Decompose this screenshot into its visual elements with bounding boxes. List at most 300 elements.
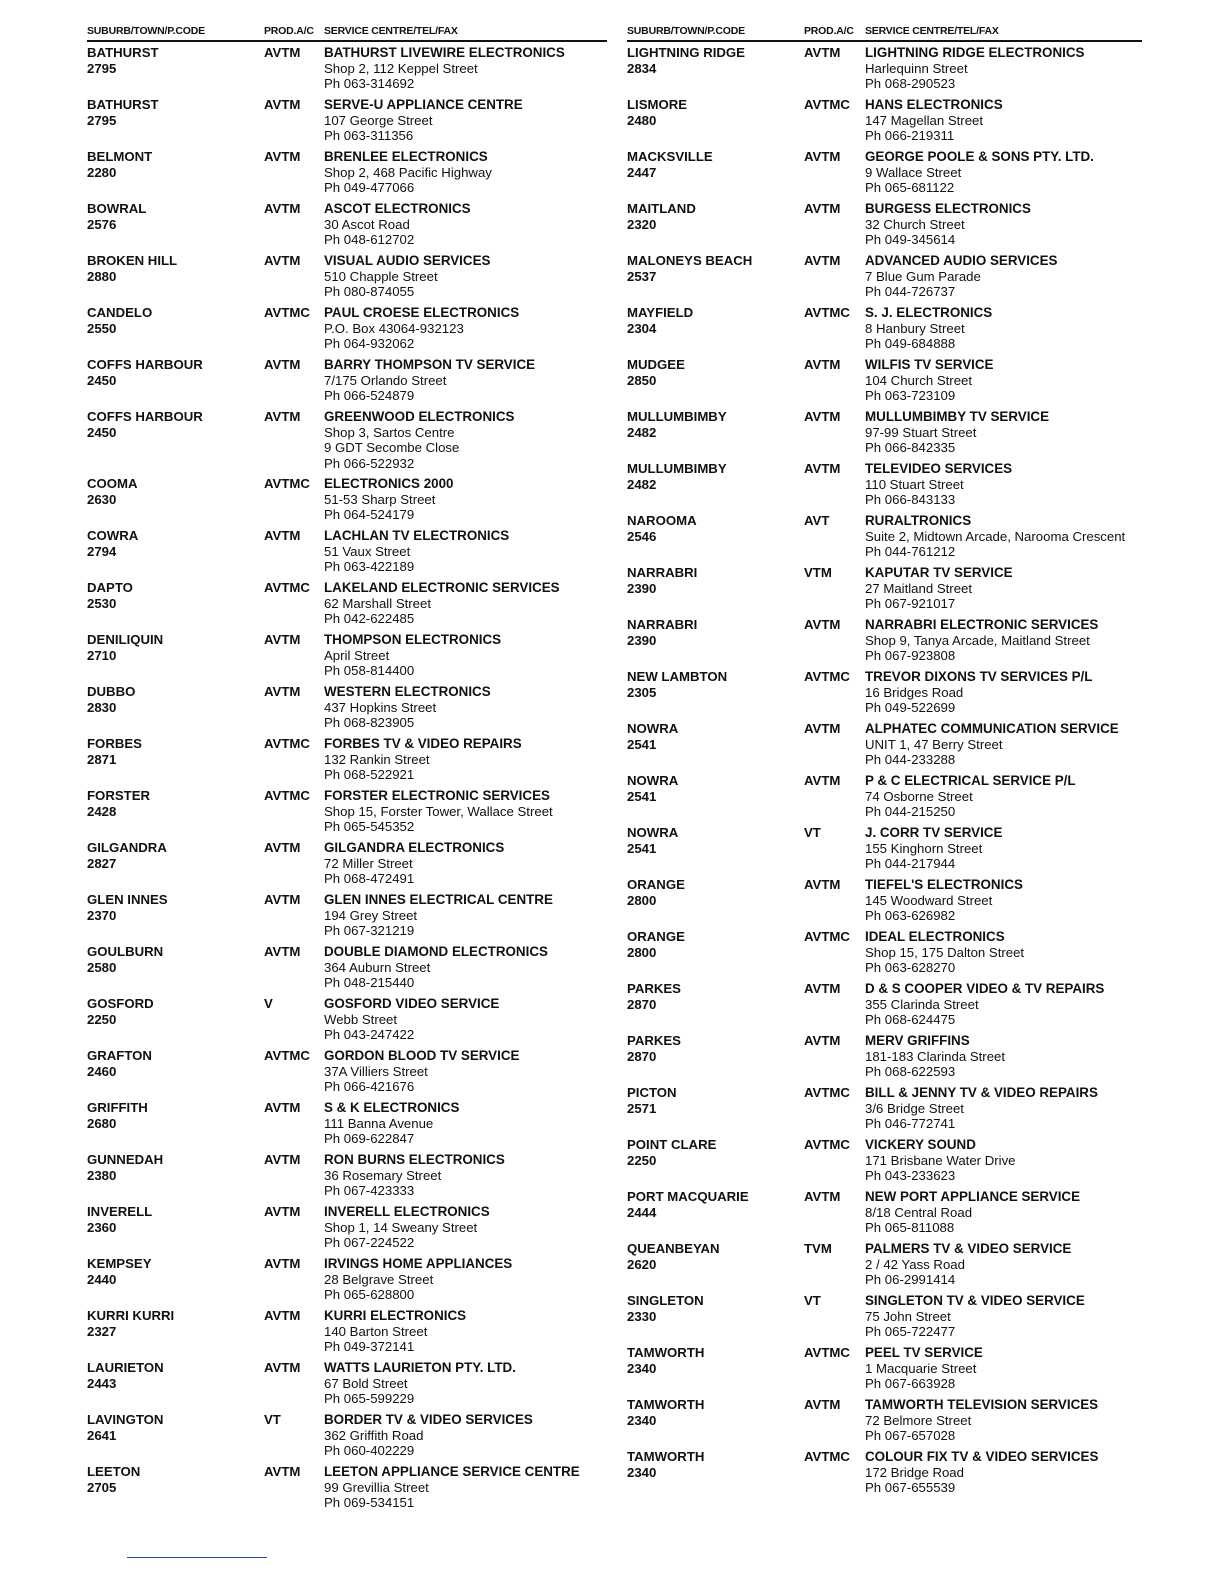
product-code: AVTM bbox=[804, 981, 841, 996]
phone-number: Ph 065-545352 bbox=[324, 819, 415, 835]
product-code: AVTMC bbox=[804, 1137, 850, 1152]
service-centre-name: BURGESS ELECTRONICS bbox=[865, 201, 1031, 216]
service-centre-name: LAKELAND ELECTRONIC SERVICES bbox=[324, 580, 560, 595]
address-line: 140 Barton Street bbox=[324, 1323, 428, 1339]
service-centre-cell bbox=[865, 201, 1142, 253]
service-centre-cell bbox=[865, 565, 1142, 617]
product-code: AVTM bbox=[264, 149, 301, 164]
service-centre-cell bbox=[865, 1345, 1142, 1397]
product-code: AVTMC bbox=[804, 1449, 850, 1464]
service-centre-name: TREVOR DIXONS TV SERVICES P/L bbox=[865, 669, 1093, 684]
phone-number: Ph 049-345614 bbox=[865, 232, 956, 248]
suburb-name: NARRABRI bbox=[627, 565, 698, 580]
left-entries bbox=[87, 42, 607, 1516]
service-centre-cell bbox=[324, 357, 607, 409]
service-centre-name: ASCOT ELECTRONICS bbox=[324, 201, 471, 216]
service-centre-name: GORDON BLOOD TV SERVICE bbox=[324, 1048, 520, 1063]
postcode: 2834 bbox=[627, 60, 657, 76]
directory-entry bbox=[627, 825, 1142, 877]
suburb-cell bbox=[627, 825, 804, 877]
suburb-cell bbox=[87, 1100, 264, 1152]
suburb-cell bbox=[87, 1256, 264, 1308]
suburb-cell bbox=[627, 305, 804, 357]
product-code: AVTMC bbox=[264, 476, 310, 491]
product-code: AVTMC bbox=[264, 788, 310, 803]
directory-entry bbox=[627, 461, 1142, 513]
service-centre-cell bbox=[865, 877, 1142, 929]
directory-entry bbox=[87, 892, 607, 944]
postcode: 2795 bbox=[87, 112, 117, 128]
product-code: AVT bbox=[804, 513, 830, 528]
service-centre-cell bbox=[324, 1464, 607, 1516]
address-line: 99 Grevillia Street bbox=[324, 1479, 429, 1495]
suburb-cell bbox=[87, 1204, 264, 1256]
address-line: 97-99 Stuart Street bbox=[865, 424, 977, 440]
address-line: 145 Woodward Street bbox=[865, 892, 993, 908]
postcode: 2871 bbox=[87, 751, 117, 767]
product-code: AVTMC bbox=[264, 580, 310, 595]
directory-entry bbox=[627, 721, 1142, 773]
phone-number: Ph 066-843133 bbox=[865, 492, 956, 508]
address-line: 437 Hopkins Street bbox=[324, 699, 437, 715]
service-centre-name: MULLUMBIMBY TV SERVICE bbox=[865, 409, 1050, 424]
directory-entry bbox=[87, 1256, 607, 1308]
header-service: SERVICE CENTRE/TEL/FAX bbox=[865, 25, 999, 37]
service-centre-name: THOMPSON ELECTRONICS bbox=[324, 632, 502, 647]
product-code: AVTM bbox=[264, 97, 301, 112]
directory-entry bbox=[627, 201, 1142, 253]
product-code: AVTM bbox=[264, 45, 301, 60]
suburb-cell bbox=[87, 632, 264, 684]
service-centre-cell bbox=[324, 409, 607, 476]
postcode: 2250 bbox=[87, 1011, 117, 1027]
suburb-name: GUNNEDAH bbox=[87, 1152, 164, 1167]
phone-number: Ph 068-624475 bbox=[865, 1012, 956, 1028]
address-line: Shop 2, 468 Pacific Highway bbox=[324, 164, 492, 180]
suburb-cell bbox=[627, 1189, 804, 1241]
service-centre-cell bbox=[324, 684, 607, 736]
suburb-name: POINT CLARE bbox=[627, 1137, 717, 1152]
suburb-name: LISMORE bbox=[627, 97, 688, 112]
service-centre-name: GLEN INNES ELECTRICAL CENTRE bbox=[324, 892, 553, 907]
phone-number: Ph 067-657028 bbox=[865, 1428, 956, 1444]
suburb-name: MAITLAND bbox=[627, 201, 696, 216]
phone-number: Ph 046-772741 bbox=[865, 1116, 956, 1132]
service-centre-name: IDEAL ELECTRONICS bbox=[865, 929, 1005, 944]
directory-entry bbox=[627, 513, 1142, 565]
phone-number: Ph 080-874055 bbox=[324, 284, 415, 300]
phone-number: Ph 069-534151 bbox=[324, 1495, 415, 1511]
address-line: 181-183 Clarinda Street bbox=[865, 1048, 1006, 1064]
directory-entry bbox=[627, 1345, 1142, 1397]
service-centre-cell bbox=[324, 201, 607, 253]
phone-number: Ph 063-723109 bbox=[865, 388, 956, 404]
product-code: AVTM bbox=[804, 1189, 841, 1204]
suburb-name: ORANGE bbox=[627, 929, 685, 944]
suburb-name: GLEN INNES bbox=[87, 892, 168, 907]
phone-number: Ph 043-233623 bbox=[865, 1168, 956, 1184]
suburb-name: TAMWORTH bbox=[627, 1397, 705, 1412]
address-line: UNIT 1, 47 Berry Street bbox=[865, 736, 1003, 752]
address-line: 111 Banna Avenue bbox=[324, 1115, 434, 1131]
service-centre-cell bbox=[324, 1412, 607, 1464]
service-centre-cell bbox=[324, 1100, 607, 1152]
suburb-cell bbox=[87, 736, 264, 788]
service-centre-name: BARRY THOMPSON TV SERVICE bbox=[324, 357, 536, 372]
phone-number: Ph 049-477066 bbox=[324, 180, 415, 196]
suburb-name: INVERELL bbox=[87, 1204, 153, 1219]
service-centre-name: KURRI ELECTRONICS bbox=[324, 1308, 467, 1323]
suburb-name: TAMWORTH bbox=[627, 1449, 705, 1464]
directory-entry bbox=[87, 409, 607, 476]
service-centre-name: GEORGE POOLE & SONS PTY. LTD. bbox=[865, 149, 1094, 164]
suburb-cell bbox=[627, 253, 804, 305]
address-line: Harlequinn Street bbox=[865, 60, 968, 76]
suburb-cell bbox=[87, 840, 264, 892]
directory-entry bbox=[87, 1204, 607, 1256]
postcode: 2304 bbox=[627, 320, 657, 336]
column-header bbox=[627, 24, 1142, 42]
directory-entry bbox=[627, 253, 1142, 305]
suburb-name: NOWRA bbox=[627, 773, 679, 788]
phone-number: Ph 067-655539 bbox=[865, 1480, 956, 1496]
service-centre-cell bbox=[324, 840, 607, 892]
address-line: 172 Bridge Road bbox=[865, 1464, 964, 1480]
product-code: AVTM bbox=[804, 1033, 841, 1048]
suburb-cell bbox=[87, 580, 264, 632]
service-centre-name: FORBES TV & VIDEO REPAIRS bbox=[324, 736, 522, 751]
postcode: 2541 bbox=[627, 788, 657, 804]
product-code: AVTMC bbox=[804, 1345, 850, 1360]
phone-number: Ph 064-524179 bbox=[324, 507, 415, 523]
service-centre-name: J. CORR TV SERVICE bbox=[865, 825, 1003, 840]
postcode: 2795 bbox=[87, 60, 117, 76]
postcode: 2390 bbox=[627, 632, 657, 648]
phone-number: Ph 067-923808 bbox=[865, 648, 956, 664]
directory-entry bbox=[87, 996, 607, 1048]
service-centre-cell bbox=[324, 996, 607, 1048]
service-centre-name: BRENLEE ELECTRONICS bbox=[324, 149, 488, 164]
phone-number: Ph 044-726737 bbox=[865, 284, 956, 300]
address-line: 72 Miller Street bbox=[324, 855, 413, 871]
product-code: AVTMC bbox=[264, 305, 310, 320]
directory-entry bbox=[87, 201, 607, 253]
postcode: 2450 bbox=[87, 372, 117, 388]
suburb-name: DENILIQUIN bbox=[87, 632, 164, 647]
postcode: 2641 bbox=[87, 1427, 117, 1443]
suburb-cell bbox=[627, 201, 804, 253]
suburb-cell bbox=[87, 1308, 264, 1360]
directory-entry bbox=[87, 97, 607, 149]
service-centre-cell bbox=[324, 253, 607, 305]
service-centre-cell bbox=[865, 45, 1142, 97]
directory-entry bbox=[627, 773, 1142, 825]
phone-number: Ph 058-814400 bbox=[324, 663, 415, 679]
header-prod: PROD.A/C bbox=[804, 25, 854, 37]
product-code: AVTM bbox=[804, 201, 841, 216]
suburb-name: COFFS HARBOUR bbox=[87, 357, 203, 372]
suburb-cell bbox=[87, 944, 264, 996]
address-line: 147 Magellan Street bbox=[865, 112, 984, 128]
product-code: AVTMC bbox=[264, 736, 310, 751]
service-centre-name: COLOUR FIX TV & VIDEO SERVICES bbox=[865, 1449, 1099, 1464]
service-centre-cell bbox=[865, 617, 1142, 669]
service-centre-name: HANS ELECTRONICS bbox=[865, 97, 1003, 112]
directory-entry bbox=[87, 944, 607, 996]
service-centre-name: GILGANDRA ELECTRONICS bbox=[324, 840, 505, 855]
product-code: AVTM bbox=[804, 409, 841, 424]
suburb-name: NAROOMA bbox=[627, 513, 697, 528]
suburb-name: LEETON bbox=[87, 1464, 141, 1479]
service-centre-name: LEETON APPLIANCE SERVICE CENTRE bbox=[324, 1464, 580, 1479]
service-centre-name: WATTS LAURIETON PTY. LTD. bbox=[324, 1360, 516, 1375]
suburb-cell bbox=[627, 1241, 804, 1293]
phone-number: Ph 067-663928 bbox=[865, 1376, 956, 1392]
suburb-name: BATHURST bbox=[87, 97, 159, 112]
directory-entry bbox=[627, 1137, 1142, 1189]
product-code: AVTMC bbox=[804, 669, 850, 684]
product-code: AVTM bbox=[804, 253, 841, 268]
postcode: 2340 bbox=[627, 1360, 657, 1376]
address-line: Suite 2, Midtown Arcade, Narooma Crescent bbox=[865, 528, 1126, 544]
phone-number: Ph 065-811088 bbox=[865, 1220, 955, 1236]
suburb-name: MULLUMBIMBY bbox=[627, 409, 727, 424]
suburb-cell bbox=[87, 1360, 264, 1412]
service-centre-cell bbox=[865, 1241, 1142, 1293]
suburb-name: MALONEYS BEACH bbox=[627, 253, 753, 268]
phone-number: Ph 066-421676 bbox=[324, 1079, 415, 1095]
product-code: AVTM bbox=[264, 840, 301, 855]
service-centre-name: RON BURNS ELECTRONICS bbox=[324, 1152, 505, 1167]
service-centre-cell bbox=[324, 305, 607, 357]
directory-entry bbox=[627, 149, 1142, 201]
postcode: 2541 bbox=[627, 736, 657, 752]
product-code: AVTM bbox=[804, 45, 841, 60]
directory-entry bbox=[627, 565, 1142, 617]
product-code: AVTMC bbox=[264, 1048, 310, 1063]
postcode: 2327 bbox=[87, 1323, 117, 1339]
phone-number: Ph 044-233288 bbox=[865, 752, 956, 768]
postcode: 2340 bbox=[627, 1412, 657, 1428]
directory-entry bbox=[627, 1085, 1142, 1137]
suburb-name: GILGANDRA bbox=[87, 840, 167, 855]
directory-entry bbox=[627, 357, 1142, 409]
header-suburb: SUBURB/TOWN/P.CODE bbox=[627, 25, 745, 37]
service-centre-name: WESTERN ELECTRONICS bbox=[324, 684, 491, 699]
service-centre-cell bbox=[865, 409, 1142, 461]
product-code: AVTM bbox=[264, 1100, 301, 1115]
suburb-cell bbox=[87, 684, 264, 736]
phone-number: Ph 068-290523 bbox=[865, 76, 956, 92]
suburb-cell bbox=[627, 149, 804, 201]
directory-entry bbox=[87, 840, 607, 892]
postcode: 2444 bbox=[627, 1204, 657, 1220]
suburb-name: DUBBO bbox=[87, 684, 136, 699]
directory-entry bbox=[627, 1189, 1142, 1241]
suburb-name: GRIFFITH bbox=[87, 1100, 148, 1115]
product-code: AVTMC bbox=[804, 1085, 850, 1100]
suburb-cell bbox=[87, 788, 264, 840]
address-line: Shop 15, 175 Dalton Street bbox=[865, 944, 1025, 960]
service-centre-cell bbox=[324, 788, 607, 840]
suburb-cell bbox=[87, 528, 264, 580]
postcode: 2280 bbox=[87, 164, 117, 180]
suburb-cell bbox=[627, 1345, 804, 1397]
address-line: 72 Belmore Street bbox=[865, 1412, 972, 1428]
directory-entry bbox=[87, 1464, 607, 1516]
postcode: 2710 bbox=[87, 647, 117, 663]
postcode: 2360 bbox=[87, 1219, 117, 1235]
product-code: AVTM bbox=[264, 1256, 301, 1271]
address-line: 171 Brisbane Water Drive bbox=[865, 1152, 1016, 1168]
service-centre-name: BILL & JENNY TV & VIDEO REPAIRS bbox=[865, 1085, 1098, 1100]
suburb-name: MULLUMBIMBY bbox=[627, 461, 727, 476]
service-centre-cell bbox=[324, 45, 607, 97]
phone-number: Ph 042-622485 bbox=[324, 611, 415, 627]
product-code: VT bbox=[804, 1293, 821, 1308]
postcode: 2537 bbox=[627, 268, 657, 284]
phone-number: Ph 043-247422 bbox=[324, 1027, 415, 1043]
directory-entry bbox=[627, 1241, 1142, 1293]
service-centre-cell bbox=[324, 1308, 607, 1360]
directory-entry bbox=[627, 877, 1142, 929]
service-centre-cell bbox=[865, 1397, 1142, 1449]
service-centre-cell bbox=[865, 461, 1142, 513]
product-code: AVTM bbox=[804, 617, 841, 632]
directory-entry bbox=[627, 305, 1142, 357]
product-code: VT bbox=[264, 1412, 281, 1427]
postcode: 2576 bbox=[87, 216, 117, 232]
service-centre-name: SINGLETON TV & VIDEO SERVICE bbox=[865, 1293, 1085, 1308]
service-centre-name: P & C ELECTRICAL SERVICE P/L bbox=[865, 773, 1076, 788]
service-centre-name: GREENWOOD ELECTRONICS bbox=[324, 409, 515, 424]
phone-number: Ph 068-472491 bbox=[324, 871, 415, 887]
product-code: V bbox=[264, 996, 273, 1011]
phone-number: Ph 063-314692 bbox=[324, 76, 415, 92]
phone-number: Ph 065-628800 bbox=[324, 1287, 415, 1303]
directory-entry bbox=[627, 981, 1142, 1033]
postcode: 2830 bbox=[87, 699, 117, 715]
service-centre-cell bbox=[324, 1360, 607, 1412]
directory-entry bbox=[627, 617, 1142, 669]
service-centre-name: D & S COOPER VIDEO & TV REPAIRS bbox=[865, 981, 1105, 996]
service-centre-cell bbox=[324, 580, 607, 632]
product-code: AVTM bbox=[264, 1464, 301, 1479]
product-code: AVTM bbox=[264, 409, 301, 424]
address-line: Shop 3, Sartos Centre bbox=[324, 424, 455, 440]
directory-entry bbox=[87, 357, 607, 409]
service-centre-name: NARRABRI ELECTRONIC SERVICES bbox=[865, 617, 1099, 632]
service-centre-name: ALPHATEC COMMUNICATION SERVICE bbox=[865, 721, 1119, 736]
product-code: AVTM bbox=[264, 201, 301, 216]
service-centre-name: S & K ELECTRONICS bbox=[324, 1100, 460, 1115]
suburb-name: KURRI KURRI bbox=[87, 1308, 175, 1323]
suburb-name: NARRABRI bbox=[627, 617, 698, 632]
phone-number: Ph 067-321219 bbox=[324, 923, 415, 939]
address-line: 7/175 Orlando Street bbox=[324, 372, 447, 388]
phone-number: Ph 065-599229 bbox=[324, 1391, 415, 1407]
right-column bbox=[627, 24, 1142, 1501]
suburb-name: TAMWORTH bbox=[627, 1345, 705, 1360]
address-line: 355 Clarinda Street bbox=[865, 996, 979, 1012]
suburb-name: LIGHTNING RIDGE bbox=[627, 45, 745, 60]
suburb-name: BATHURST bbox=[87, 45, 159, 60]
postcode: 2340 bbox=[627, 1464, 657, 1480]
postcode: 2800 bbox=[627, 944, 657, 960]
phone-number: Ph 068-622593 bbox=[865, 1064, 956, 1080]
suburb-cell bbox=[627, 1293, 804, 1345]
suburb-cell bbox=[87, 1412, 264, 1464]
suburb-cell bbox=[627, 45, 804, 97]
directory-entry bbox=[87, 1308, 607, 1360]
product-code: AVTMC bbox=[804, 929, 850, 944]
suburb-name: NOWRA bbox=[627, 721, 679, 736]
suburb-cell bbox=[627, 1449, 804, 1501]
suburb-cell bbox=[87, 357, 264, 409]
directory-entry bbox=[87, 45, 607, 97]
directory-entry bbox=[87, 1048, 607, 1100]
address-line: 362 Griffith Road bbox=[324, 1427, 424, 1443]
service-centre-cell bbox=[865, 305, 1142, 357]
postcode: 2827 bbox=[87, 855, 117, 871]
phone-number: Ph 065-722477 bbox=[865, 1324, 956, 1340]
suburb-cell bbox=[87, 201, 264, 253]
suburb-name: COFFS HARBOUR bbox=[87, 409, 203, 424]
address-line: 8/18 Central Road bbox=[865, 1204, 973, 1220]
address-line: 37A Villiers Street bbox=[324, 1063, 428, 1079]
product-code: TVM bbox=[804, 1241, 832, 1256]
suburb-name: NEW LAMBTON bbox=[627, 669, 728, 684]
footer-rule bbox=[127, 1557, 267, 1558]
postcode: 2450 bbox=[87, 424, 117, 440]
postcode: 2440 bbox=[87, 1271, 117, 1287]
product-code: AVTM bbox=[264, 1152, 301, 1167]
service-centre-name: VICKERY SOUND bbox=[865, 1137, 976, 1152]
directory-entry bbox=[87, 580, 607, 632]
service-centre-cell bbox=[865, 253, 1142, 305]
service-centre-cell bbox=[324, 1152, 607, 1204]
postcode: 2546 bbox=[627, 528, 657, 544]
phone-number: Ph 067-224522 bbox=[324, 1235, 415, 1251]
address-line: 74 Osborne Street bbox=[865, 788, 973, 804]
service-centre-name: PALMERS TV & VIDEO SERVICE bbox=[865, 1241, 1072, 1256]
suburb-cell bbox=[627, 981, 804, 1033]
address-line: 194 Grey Street bbox=[324, 907, 418, 923]
service-centre-cell bbox=[865, 357, 1142, 409]
directory-entry bbox=[627, 1033, 1142, 1085]
directory-entry bbox=[87, 305, 607, 357]
address-line: 3/6 Bridge Street bbox=[865, 1100, 964, 1116]
directory-entry bbox=[87, 528, 607, 580]
suburb-name: NOWRA bbox=[627, 825, 679, 840]
phone-number: Ph 063-422189 bbox=[324, 559, 415, 575]
phone-number: Ph 068-823905 bbox=[324, 715, 415, 731]
address-line: 27 Maitland Street bbox=[865, 580, 973, 596]
product-code: VT bbox=[804, 825, 821, 840]
service-centre-cell bbox=[324, 892, 607, 944]
postcode: 2630 bbox=[87, 491, 117, 507]
address-line: 28 Belgrave Street bbox=[324, 1271, 434, 1287]
directory-entry bbox=[627, 1449, 1142, 1501]
phone-number: Ph 064-932062 bbox=[324, 336, 415, 352]
address-line: 110 Stuart Street bbox=[865, 476, 964, 492]
service-centre-name: BATHURST LIVEWIRE ELECTRONICS bbox=[324, 45, 565, 60]
address-line: Shop 2, 112 Keppel Street bbox=[324, 60, 478, 76]
postcode: 2571 bbox=[627, 1100, 657, 1116]
postcode: 2482 bbox=[627, 424, 657, 440]
service-centre-name: WILFIS TV SERVICE bbox=[865, 357, 994, 372]
directory-entry bbox=[87, 149, 607, 201]
